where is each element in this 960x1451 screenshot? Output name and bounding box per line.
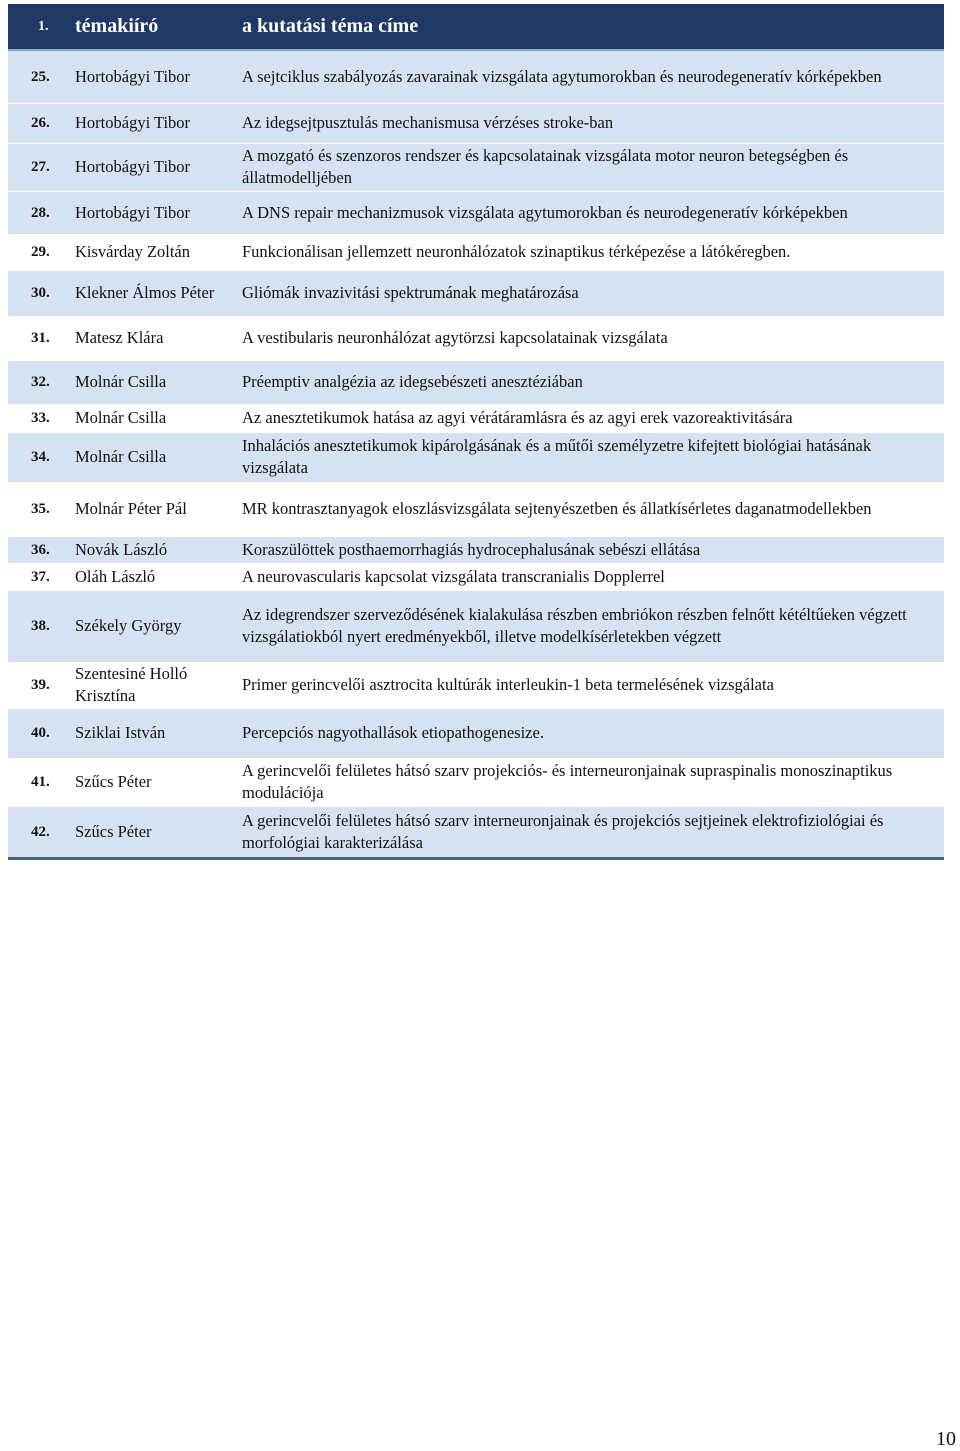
row-title: Az anesztetikumok hatása az agyi vérátáramlásra és az agyi erek vazoreaktivitására: [242, 408, 793, 427]
row-title: Funkcionálisan jellemzett neuronhálózatok szinaptikus térképezése a látókéregben.: [242, 242, 791, 261]
table-row: [8, 590, 944, 662]
row-number: 37.: [31, 568, 50, 585]
table-row: [8, 103, 944, 143]
header-number: 1.: [38, 18, 49, 34]
table-row: [8, 662, 944, 708]
header-title: a kutatási téma címe: [242, 15, 419, 37]
row-title: Préemptiv analgézia az idegsebészeti anesztéziában: [242, 372, 583, 391]
row-title: A vestibularis neuronhálózat agytörzsi kapcsolatainak vizsgálata: [242, 328, 668, 347]
row-title: A sejtciklus szabályozás zavarainak vizsgálata agytumorokban és neurodegeneratív kórképekben: [242, 66, 882, 86]
research-topics-table: [8, 4, 944, 860]
row-number: 29.: [31, 244, 50, 260]
row-author: Klekner Álmos Péter: [75, 283, 215, 302]
table-row: [8, 191, 944, 234]
table-row: [8, 270, 944, 316]
table-row: [8, 806, 944, 858]
row-number: 27.: [31, 159, 50, 175]
row-author: Molnár Péter Pál: [75, 499, 187, 518]
row-title: Az idegsejtpusztulás mechanismusa vérzéses stroke-ban: [242, 113, 614, 132]
row-title: A neurovascularis kapcsolat vizsgálata transcranialis Dopplerrel: [242, 566, 665, 586]
row-title: Inhalációs anesztetikumok kipárolgásának és a műtői személyzetre kifejtett biológiai hatásának vizsgálata: [242, 436, 872, 477]
row-number: 35.: [31, 501, 50, 517]
table-row: [8, 708, 944, 758]
row-author: Hortobágyi Tibor: [75, 157, 191, 176]
row-number: 26.: [31, 115, 50, 131]
header-author: témakiíró: [75, 15, 159, 37]
table-row: [8, 536, 944, 563]
row-author: Kisvárday Zoltán: [75, 242, 191, 261]
row-number: 42.: [31, 823, 50, 840]
table-row: [8, 143, 944, 191]
row-number: 33.: [31, 410, 50, 426]
row-number: 34.: [31, 449, 50, 465]
row-author: Hortobágyi Tibor: [75, 202, 191, 222]
page-number: 10: [936, 1428, 956, 1450]
table-row: [8, 50, 944, 103]
row-author: Szűcs Péter: [75, 821, 152, 841]
table-row: [8, 563, 944, 590]
row-author: Matesz Klára: [75, 328, 164, 347]
table-header: [8, 4, 944, 50]
row-author: Hortobágyi Tibor: [75, 66, 191, 86]
table-row: [8, 360, 944, 404]
row-author: Szűcs Péter: [75, 772, 152, 791]
row-number: 39.: [31, 677, 50, 693]
row-title: A gerincvelői felületes hátsó szarv interneuronjainak és projekciós sejtjeinek elektrofiziológiai és morfológiai karakterizálása: [242, 810, 884, 852]
row-author: Molnár Csilla: [75, 447, 167, 466]
row-author: Szentesiné Holló Krisztína: [75, 664, 188, 705]
row-title: A mozgató és szenzoros rendszer és kapcsolatainak vizsgálata motor neuron betegségben és állatmodelljében: [242, 146, 849, 187]
row-title: Gliómák invazivitási spektrumának meghatározása: [242, 283, 579, 302]
row-title: Koraszülöttek posthaemorrhagiás hydrocephalusának sebészi ellátása: [242, 539, 701, 559]
table-row: [8, 432, 944, 482]
row-number: 40.: [31, 725, 50, 741]
table-row: [8, 404, 944, 432]
row-author: Molnár Csilla: [75, 372, 167, 391]
row-number: 36.: [31, 541, 50, 558]
row-number: 30.: [31, 285, 50, 301]
row-title: A DNS repair mechanizmusok vizsgálata agytumorokban és neurodegeneratív kórképekben: [242, 202, 848, 222]
table-row: [8, 316, 944, 360]
row-author: Sziklai István: [75, 723, 166, 742]
row-number: 32.: [31, 374, 50, 390]
row-number: 38.: [31, 618, 50, 634]
header-row: [8, 4, 944, 50]
row-author: Hortobágyi Tibor: [75, 113, 191, 132]
row-author: Novák László: [75, 539, 168, 559]
row-title: MR kontrasztanyagok eloszlásvizsgálata sejtenyészetben és állatkísérletes daganatmodellekben: [242, 499, 872, 518]
row-number: 41.: [31, 774, 50, 790]
row-title: A gerincvelői felületes hátsó szarv projekciós- és interneuronjainak supraspinalis monoszinaptikus modulációja: [242, 761, 893, 802]
row-number: 25.: [31, 68, 50, 85]
table-row: [8, 234, 944, 270]
table-row: [8, 482, 944, 536]
table-body: [8, 50, 944, 858]
table-row: [8, 758, 944, 806]
row-author: Székely György: [75, 616, 182, 635]
row-number: 28.: [31, 204, 50, 221]
row-author: Oláh László: [75, 566, 156, 586]
row-title: Az idegrendszer szerveződésének kialakulása részben embriókon részben felnőtt kétéltűeken végzett vizsgálatiokból nyert eredményekből, illetve modelkísérletekben végzett: [242, 605, 907, 646]
row-author: Molnár Csilla: [75, 408, 167, 427]
row-number: 31.: [31, 330, 50, 346]
row-title: Percepciós nagyothallások etiopathogenesize.: [242, 723, 544, 742]
row-title: Primer gerincvelői asztrocita kultúrák interleukin-1 beta termelésének vizsgálata: [242, 675, 774, 694]
